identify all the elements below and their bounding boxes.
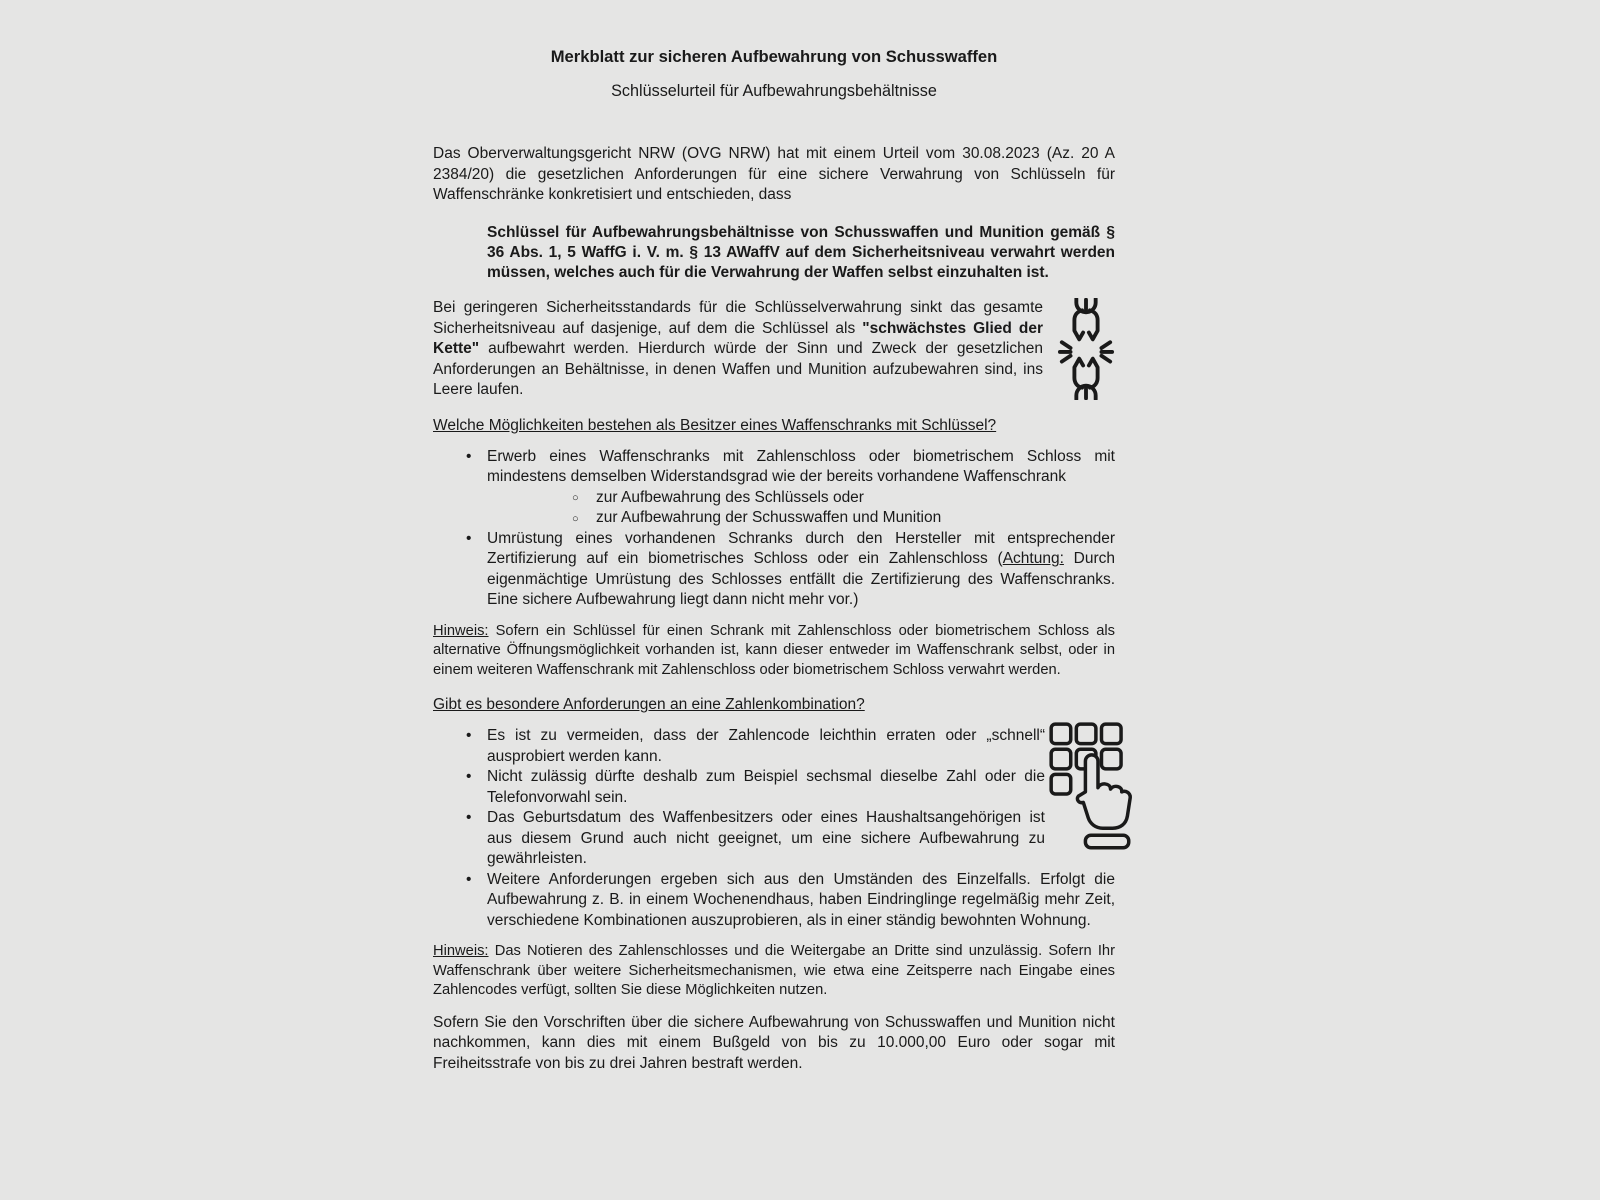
list-item: • Nicht zulässig dürfte deshalb zum Beispiel sechsmal dieselbe Zahl oder die Telefonvorwahl sein. bbox=[433, 767, 1115, 808]
closing-paragraph: Sofern Sie den Vorschriften über die sichere Aufbewahrung von Schusswaffen und Munition nicht nachkommen, kann dies mit einem Bußgeld von bis zu 10.000,00 Euro oder sogar mit Freiheitsstrafe von bis zu drei Jahren bestraft werden. bbox=[433, 1013, 1115, 1072]
intro-paragraph: Das Oberverwaltungsgericht NRW (OVG NRW) hat mit einem Urteil vom 30.08.2023 (Az. 20 A 2384/20) die gesetzlichen Anforderungen für eine sichere Verwahrung von Schlüsseln für Waffenschränke konkretisiert und entschieden, dass bbox=[433, 145, 1115, 203]
broken-chain-icon bbox=[1043, 298, 1115, 400]
list-item: • Das Geburtsdatum des Waffenbesitzers oder eines Haushaltsangehörigen ist aus diesem Grund auch nicht geeignet, um eine sichere Aufbewahrung zu gewährleisten. bbox=[433, 808, 1115, 870]
list-item bbox=[433, 447, 1115, 529]
options-list bbox=[433, 447, 1115, 611]
list-item: • Es ist zu vermeiden, dass der Zahlencode leichthin erraten oder „schnell“ ausprobiert werden kann. bbox=[433, 726, 1115, 767]
list-item: • Weitere Anforderungen ergeben sich aus den Umständen des Einzelfalls. Erfolgt die Aufbewahrung z. B. in einem Wochenendhaus, haben Eindringlinge regelmäßig mehr Zeit, verschiedene Kombinationen auszuprobieren, als in einer ständig bewohnten Wohnung. bbox=[433, 870, 1115, 932]
weakest-link-section bbox=[433, 298, 1115, 401]
weakest-link-paragraph: Bei geringeren Sicherheitsstandards für die Schlüsselverwahrung sinkt das gesamte Sicherheitsniveau auf dasjenige, auf dem die Schlüssel als "schwächstes Glied der Kette" aufbewahrt werden. Hierdurch würde der Sinn und Zweck der gesetzlichen Anforderungen an Behältnisse, in denen Waffen und Munition aufzubewahren sind, ins Leere laufen. bbox=[433, 299, 1043, 399]
hint-keys-paragraph: Hinweis: Sofern ein Schlüssel für einen Schrank mit Zahlenschloss oder biometrischem Schloss als alternative Öffnungsmöglichkeit vorhanden ist, kann dieser entweder im Waffenschrank selbst, oder in einem weiteren Waffenschrank mit Zahlenschloss oder biometrischem Schloss verwahrt werden. bbox=[433, 622, 1115, 678]
list-item-text: Erwerb eines Waffenschranks mit Zahlenschloss oder biometrischem Schloss mit mindestens demselben Widerstandsgrad wie der bereits vorhandene Waffenschrank bbox=[487, 447, 1115, 486]
list-item: • Umrüstung eines vorhandenen Schranks durch den Hersteller mit entsprechender Zertifizierung auf ein biometrisches Schloss oder ein Zahlenschloss (Achtung: Durch eigenmächtige Umrüstung des Schlosses entfällt die Zertifizierung des Waffenschranks. Eine sichere Aufbewahrung liegt dann nicht mehr vor.) bbox=[433, 529, 1115, 611]
sub-list bbox=[487, 488, 1115, 529]
section-heading-key-options: Welche Möglichkeiten bestehen als Besitzer eines Waffenschranks mit Schlüssel? bbox=[433, 416, 997, 434]
doc-title: Merkblatt zur sicheren Aufbewahrung von Schusswaffen bbox=[550, 47, 998, 66]
list-subitem: ○ zur Aufbewahrung des Schlüssels oder bbox=[487, 488, 1115, 509]
code-requirements-section bbox=[433, 726, 1115, 931]
document-page bbox=[433, 46, 1115, 1074]
list-subitem: ○ zur Aufbewahrung der Schusswaffen und Munition bbox=[487, 508, 1115, 529]
section-heading-code-requirements: Gibt es besondere Anforderungen an eine Zahlenkombination? bbox=[433, 696, 865, 714]
ruling-paragraph: Schlüssel für Aufbewahrungsbehältnisse von Schusswaffen und Munition gemäß § 36 Abs. 1, 5 WaffG i. V. m. § 13 AWaffV auf dem Sicherheitsniveau verwahrt werden müssen, welches auch für die Verwahrung der Waffen selbst einzuhalten ist. bbox=[487, 223, 1115, 282]
hint-code-paragraph: Hinweis: Das Notieren des Zahlenschlosses und die Weitergabe an Dritte sind unzulässig. Sofern Ihr Waffenschrank über weitere Sicherheitsmechanismen, wie etwa eine Zeitsperre nach Eingabe eines Zahlencodes verfügt, sollten Sie diese Möglichkeiten nutzen. bbox=[433, 943, 1115, 999]
doc-subtitle: Schlüsselurteil für Aufbewahrungsbehältnisse bbox=[611, 82, 937, 100]
code-requirements-list bbox=[433, 726, 1115, 931]
